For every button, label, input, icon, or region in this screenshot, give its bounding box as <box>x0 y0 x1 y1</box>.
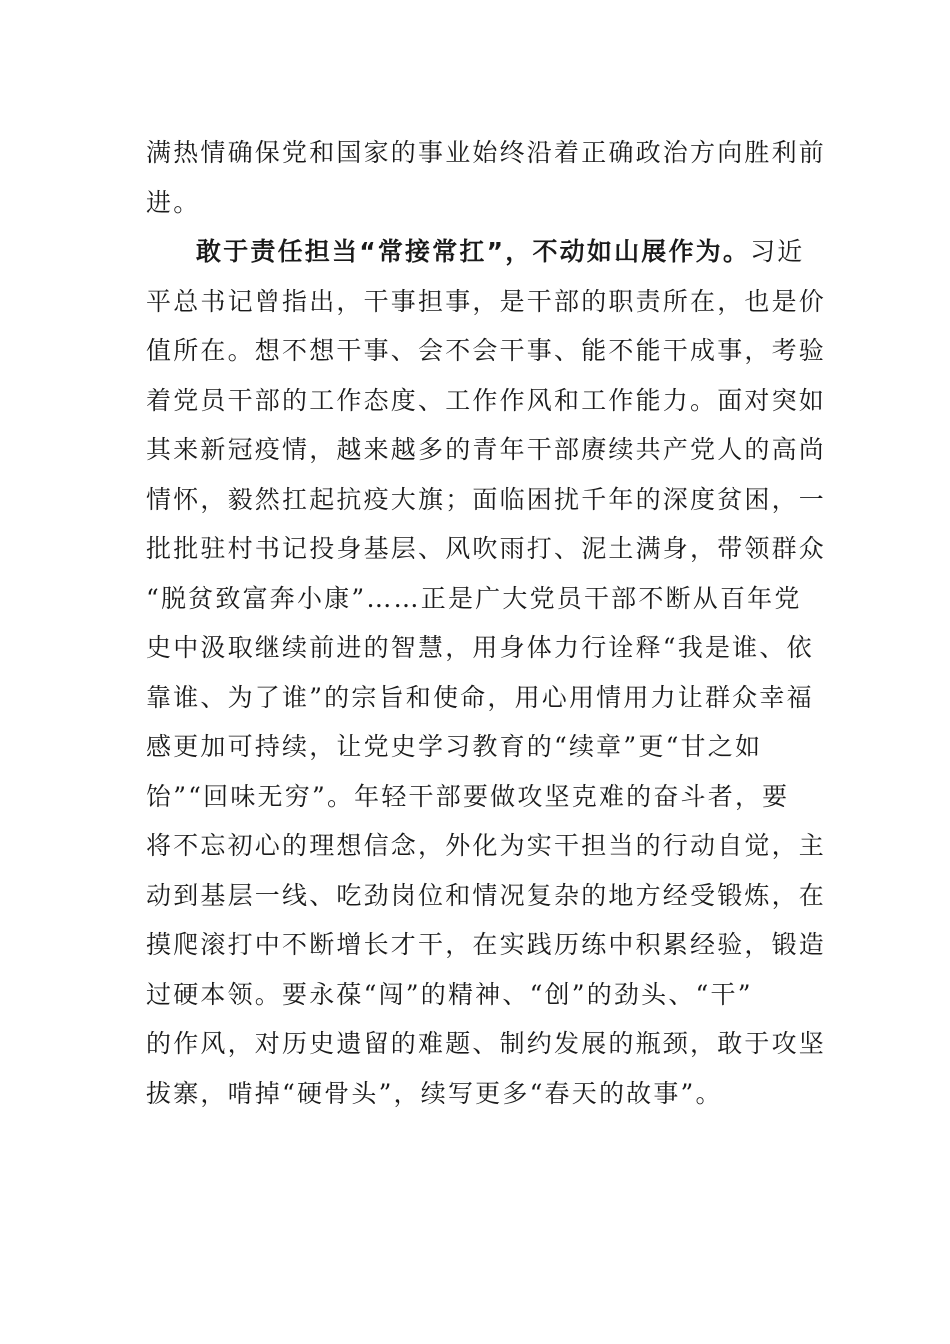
text-line: 动到基层一线、吃劲岗位和情况复杂的地方经受锻炼，在 <box>146 880 827 910</box>
text-line: 感更加可持续，让党史学习教育的“续章”更“甘之如 <box>146 732 763 761</box>
paragraph-opening-line <box>146 227 805 277</box>
text-line: 值所在。想不想干事、会不会干事、能不能干成事，考验 <box>146 336 827 365</box>
text-line: 饴”“回味无穷”。年轻干部要做攻坚克难的奋斗者，要 <box>146 781 790 811</box>
text-line: 进。 <box>146 187 201 217</box>
text-line: 批批驻村书记投身基层、风吹雨打、泥土满身，带领群众 <box>146 534 827 563</box>
text-line: “脱贫致富奔小康”……正是广大党员干部不断从百年党 <box>146 583 802 613</box>
text-line: 的作风，对历史遗留的难题、制约发展的瓶颈，敢于攻坚 <box>146 1029 827 1058</box>
text-line: 拔寨，啃掉“硬骨头”，续写更多“春天的故事”。 <box>146 1078 723 1108</box>
text-fragment: 习近 <box>750 237 805 266</box>
text-line: 其来新冠疫情，越来越多的青年干部赓续共产党人的高尚 <box>146 435 827 464</box>
text-line: 满热情确保党和国家的事业始终沿着正确政治方向胜利前 <box>146 138 827 167</box>
paragraph-heading: 敢于责任担当“常接常扛”，不动如山展作为。 <box>196 237 751 266</box>
text-line: 情怀，毅然扛起抗疫大旗；面临困扰千年的深度贫困，一 <box>146 484 827 514</box>
text-line: 过硬本领。要永葆“闯”的精神、“创”的劲头、“干” <box>146 979 753 1009</box>
text-line: 将不忘初心的理想信念，外化为实干担当的行动自觉，主 <box>146 831 827 860</box>
text-line: 平总书记曾指出，干事担事，是干部的职责所在，也是价 <box>146 286 827 316</box>
text-line: 靠谁、为了谁”的宗旨和使命，用心用情用力让群众幸福 <box>146 682 814 712</box>
text-line: 摸爬滚打中不断增长才干，在实践历练中积累经验，锻造 <box>146 930 827 959</box>
text-line: 着党员干部的工作态度、工作作风和工作能力。面对突如 <box>146 385 827 415</box>
text-line: 史中汲取继续前进的智慧，用身体力行诠释“我是谁、依 <box>146 633 814 662</box>
body-text <box>146 128 827 1118</box>
